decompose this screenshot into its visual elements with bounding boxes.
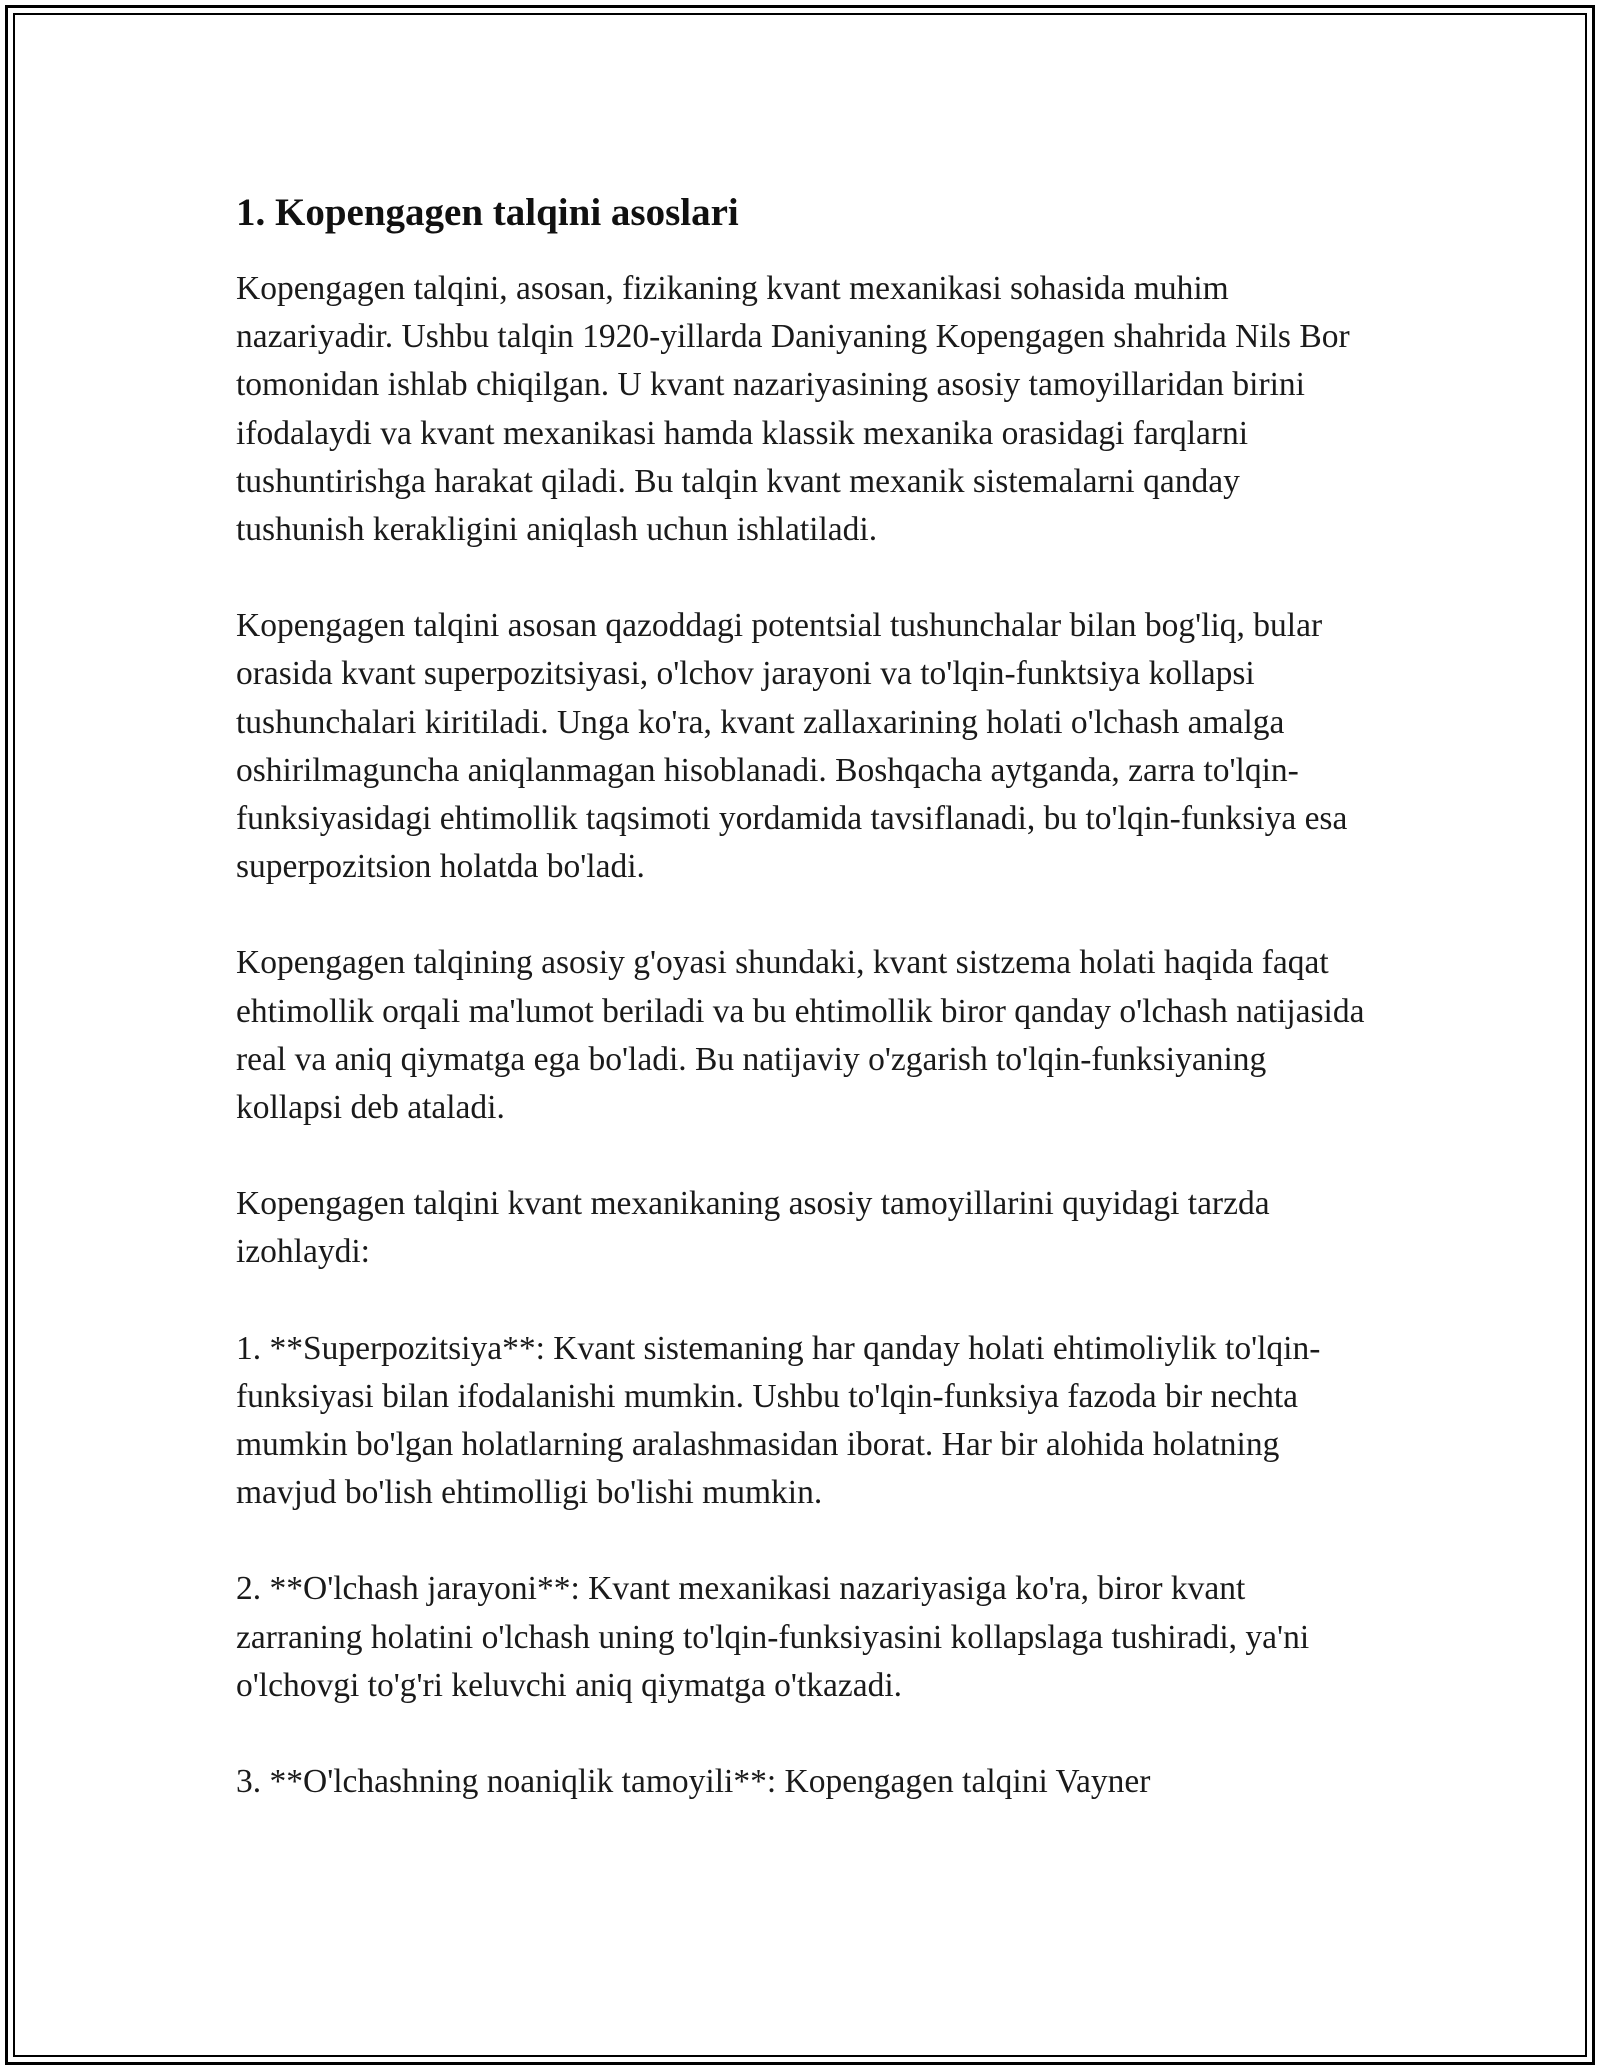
paragraph-concepts: Kopengagen talqini asosan qazoddagi potentsial tushunchalar bilan bog'liq, bular orasida kvant superpozitsiyasi, o'lchov jarayoni va to'lqin-funktsiya kollapsi tushunchalari kiritiladi. Unga ko'ra, kvant zallaxarining holati o'lchash amalga oshirilmaguncha aniqlanmagan hisoblanadi. Boshqacha aytganda, zarra to'lqin-funksiyasidagi ehtimollik taqsimoti yordamida tavsiflanadi, bu to'lqin-funksiya esa superpozitsion holatda bo'ladi. [236, 607, 1348, 886]
document-body [236, 183, 1376, 1806]
paragraph-principles-intro: Kopengagen talqini kvant mexanikaning asosiy tamoyillarini quyidagi tarzda izohlaydi: [236, 1185, 1270, 1271]
list-item-uncertainty: 3. **O'lchashning noaniqlik tamoyili**: Kopengagen talqini Vayner [236, 1763, 1151, 1801]
paragraph-intro: Kopengagen talqini, asosan, fizikaning kvant mexanikasi sohasida muhim nazariyadir. Ushbu talqin 1920-yillarda Daniyaning Kopengagen shahrida Nils Bor tomonidan ishlab chiqilgan. U kvant nazariyasining asosiy tamoyillaridan birini ifodalaydi va kvant mexanikasi hamda klassik mexanika orasidagi farqlarni tushuntirishga harakat qiladi. Bu talqin kvant mexanik sistemalarni qanday tushunish kerakligini aniqlash uchun ishlatiladi. [236, 270, 1350, 549]
list-item-measurement: 2. **O'lchash jarayoni**: Kvant mexanikasi nazariyasiga ko'ra, biror kvant zarraning holatini o'lchash uning to'lqin-funksiyasini kollapslaga tushiradi, ya'ni o'lchovgi to'g'ri keluvchi aniq qiymatga o'tkazadi. [236, 1570, 1310, 1704]
section-heading: 1. Kopengagen talqini asoslari [236, 191, 739, 234]
paragraph-main-idea: Kopengagen talqining asosiy g'oyasi shundaki, kvant sistzema holati haqida faqat ehtimollik orqali ma'lumot beriladi va bu ehtimollik biror qanday o'lchash natijasida real va aniq qiymatga ega bo'ladi. Bu natijaviy o'zgarish to'lqin-funksiyaning kollapsi deb ataladi. [236, 944, 1365, 1127]
list-item-superposition: 1. **Superpozitsiya**: Kvant sistemaning har qanday holati ehtimoliylik to'lqin-funksiyasi bilan ifodalanishi mumkin. Ushbu to'lqin-funksiya fazoda bir nechta mumkin bo'lgan holatlarning aralashmasidan iborat. Har bir alohida holatning mavjud bo'lish ehtimolligi bo'lishi mumkin. [236, 1329, 1321, 1512]
